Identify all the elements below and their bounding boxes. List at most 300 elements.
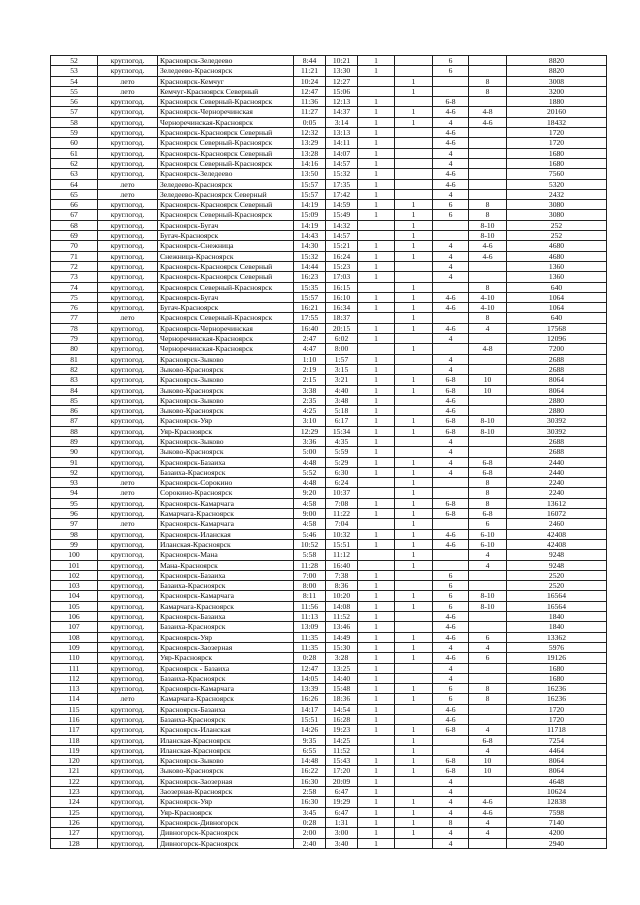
route-cell: Красноярск-Бугач xyxy=(158,220,294,230)
regularity-cell: круглогод. xyxy=(98,581,158,591)
departure-time-cell: 17:55 xyxy=(294,313,326,323)
route-cell: Красноярск-Базаиха xyxy=(158,612,294,622)
row-number-cell: 103 xyxy=(51,581,98,591)
table-row xyxy=(51,303,607,313)
row-number-cell: 108 xyxy=(51,632,98,642)
departure-time-cell: 14:05 xyxy=(294,673,326,683)
cars-b-cell: 8 xyxy=(469,210,507,220)
arrival-time-cell: 15:23 xyxy=(326,261,358,271)
arrival-time-cell: 6:02 xyxy=(326,334,358,344)
table-row xyxy=(51,725,607,735)
count-b-cell: 1 xyxy=(395,313,433,323)
count-a-cell: 1 xyxy=(358,787,395,797)
count-a-cell: 1 xyxy=(358,447,395,457)
row-number-cell: 77 xyxy=(51,313,98,323)
arrival-time-cell: 8:36 xyxy=(326,581,358,591)
route-cell: Красноярск Северный-Красноярск xyxy=(158,282,294,292)
value-cell: 640 xyxy=(507,313,607,323)
table-row xyxy=(51,663,607,673)
row-number-cell: 73 xyxy=(51,272,98,282)
arrival-time-cell: 1:31 xyxy=(326,817,358,827)
value-cell: 42408 xyxy=(507,529,607,539)
count-a-cell: 1 xyxy=(358,138,395,148)
table-row xyxy=(51,56,607,66)
table-row xyxy=(51,447,607,457)
value-cell: 7140 xyxy=(507,817,607,827)
count-b-cell: 1 xyxy=(395,539,433,549)
count-b-cell xyxy=(395,570,433,580)
arrival-time-cell: 8:00 xyxy=(326,344,358,354)
table-row xyxy=(51,529,607,539)
schedule-page xyxy=(50,55,606,849)
cars-b-cell xyxy=(469,776,507,786)
cars-b-cell: 4 xyxy=(469,817,507,827)
count-a-cell: 1 xyxy=(358,612,395,622)
route-cell: Дивногорск-Красноярск xyxy=(158,838,294,848)
regularity-cell: круглогод. xyxy=(98,375,158,385)
regularity-cell: круглогод. xyxy=(98,117,158,127)
route-cell: Красноярск Северный-Красноярск xyxy=(158,158,294,168)
regularity-cell: круглогод. xyxy=(98,570,158,580)
cars-a-cell: 6-8 xyxy=(433,766,469,776)
table-row xyxy=(51,179,607,189)
arrival-time-cell: 3:21 xyxy=(326,375,358,385)
value-cell: 7598 xyxy=(507,807,607,817)
departure-time-cell: 14:30 xyxy=(294,241,326,251)
table-row xyxy=(51,745,607,755)
regularity-cell: круглогод. xyxy=(98,364,158,374)
count-b-cell: 1 xyxy=(395,725,433,735)
route-cell: Сорокино-Красноярск xyxy=(158,488,294,498)
departure-time-cell: 8:44 xyxy=(294,56,326,66)
regularity-cell: круглогод. xyxy=(98,426,158,436)
departure-time-cell: 14:43 xyxy=(294,231,326,241)
cars-b-cell: 4 xyxy=(469,550,507,560)
arrival-time-cell: 13:25 xyxy=(326,663,358,673)
regularity-cell: круглогод. xyxy=(98,498,158,508)
value-cell: 1720 xyxy=(507,704,607,714)
regularity-cell: круглогод. xyxy=(98,766,158,776)
value-cell: 4680 xyxy=(507,251,607,261)
count-a-cell: 1 xyxy=(358,715,395,725)
count-b-cell xyxy=(395,776,433,786)
table-row xyxy=(51,622,607,632)
route-cell: Камарчага-Красноярск xyxy=(158,694,294,704)
table-row xyxy=(51,715,607,725)
count-b-cell xyxy=(395,436,433,446)
departure-time-cell: 3:36 xyxy=(294,436,326,446)
value-cell: 1680 xyxy=(507,663,607,673)
row-number-cell: 93 xyxy=(51,478,98,488)
cars-b-cell: 8 xyxy=(469,478,507,488)
count-a-cell xyxy=(358,220,395,230)
row-number-cell: 71 xyxy=(51,251,98,261)
arrival-time-cell: 19:23 xyxy=(326,725,358,735)
table-row xyxy=(51,817,607,827)
count-a-cell: 1 xyxy=(358,354,395,364)
route-cell: Бугач-Красноярск xyxy=(158,303,294,313)
row-number-cell: 119 xyxy=(51,745,98,755)
table-row xyxy=(51,292,607,302)
count-a-cell: 1 xyxy=(358,272,395,282)
regularity-cell: круглогод. xyxy=(98,612,158,622)
count-b-cell: 1 xyxy=(395,200,433,210)
row-number-cell: 91 xyxy=(51,457,98,467)
value-cell: 1840 xyxy=(507,622,607,632)
cars-a-cell: 4-6 xyxy=(433,612,469,622)
count-b-cell xyxy=(395,395,433,405)
departure-time-cell: 12:29 xyxy=(294,426,326,436)
value-cell: 640 xyxy=(507,282,607,292)
row-number-cell: 123 xyxy=(51,787,98,797)
count-a-cell: 1 xyxy=(358,663,395,673)
route-cell: Красноярск Северный-Красноярск xyxy=(158,210,294,220)
row-number-cell: 55 xyxy=(51,86,98,96)
count-b-cell xyxy=(395,364,433,374)
count-a-cell: 1 xyxy=(358,704,395,714)
count-a-cell: 1 xyxy=(358,292,395,302)
arrival-time-cell: 15:49 xyxy=(326,210,358,220)
route-cell: Зыково-Красноярск xyxy=(158,385,294,395)
arrival-time-cell: 3:00 xyxy=(326,828,358,838)
value-cell: 9248 xyxy=(507,550,607,560)
cars-a-cell: 6 xyxy=(433,570,469,580)
cars-a-cell xyxy=(433,344,469,354)
table-row xyxy=(51,107,607,117)
cars-b-cell: 8 xyxy=(469,694,507,704)
row-number-cell: 102 xyxy=(51,570,98,580)
departure-time-cell: 9:00 xyxy=(294,509,326,519)
row-number-cell: 126 xyxy=(51,817,98,827)
departure-time-cell: 2:47 xyxy=(294,334,326,344)
count-a-cell: 1 xyxy=(358,169,395,179)
row-number-cell: 120 xyxy=(51,756,98,766)
row-number-cell: 112 xyxy=(51,673,98,683)
count-a-cell xyxy=(358,488,395,498)
cars-a-cell: 6-8 xyxy=(433,385,469,395)
route-cell: Черноречинская-Красноярск xyxy=(158,117,294,127)
route-cell: Красноярск-Камарчага xyxy=(158,591,294,601)
value-cell: 2240 xyxy=(507,488,607,498)
value-cell: 8820 xyxy=(507,56,607,66)
cars-b-cell xyxy=(469,787,507,797)
departure-time-cell: 3:10 xyxy=(294,416,326,426)
route-cell: Зеледеево-Красноярск xyxy=(158,179,294,189)
arrival-time-cell: 6:17 xyxy=(326,416,358,426)
regularity-cell: круглогод. xyxy=(98,745,158,755)
cars-b-cell xyxy=(469,838,507,848)
regularity-cell: круглогод. xyxy=(98,509,158,519)
cars-a-cell: 4-6 xyxy=(433,138,469,148)
departure-time-cell: 3:45 xyxy=(294,807,326,817)
cars-b-cell xyxy=(469,395,507,405)
arrival-time-cell: 14:25 xyxy=(326,735,358,745)
route-cell: Иланская-Красноярск xyxy=(158,539,294,549)
table-row xyxy=(51,344,607,354)
count-a-cell: 1 xyxy=(358,642,395,652)
table-row xyxy=(51,684,607,694)
regularity-cell: круглогод. xyxy=(98,200,158,210)
route-cell: Красноярск-Сорокино xyxy=(158,478,294,488)
cars-b-cell: 4-6 xyxy=(469,797,507,807)
cars-a-cell: 4 xyxy=(433,642,469,652)
departure-time-cell: 12:32 xyxy=(294,128,326,138)
count-b-cell xyxy=(395,622,433,632)
row-number-cell: 60 xyxy=(51,138,98,148)
value-cell: 3008 xyxy=(507,76,607,86)
departure-time-cell: 2:58 xyxy=(294,787,326,797)
count-a-cell: 1 xyxy=(358,179,395,189)
table-row xyxy=(51,828,607,838)
route-cell: Зыково-Красноярск xyxy=(158,364,294,374)
count-b-cell xyxy=(395,612,433,622)
table-row xyxy=(51,138,607,148)
row-number-cell: 118 xyxy=(51,735,98,745)
regularity-cell: круглогод. xyxy=(98,715,158,725)
count-b-cell xyxy=(395,663,433,673)
value-cell: 3080 xyxy=(507,200,607,210)
route-cell: Мана-Красноярск xyxy=(158,560,294,570)
count-a-cell: 1 xyxy=(358,570,395,580)
value-cell: 13362 xyxy=(507,632,607,642)
table-row xyxy=(51,436,607,446)
count-b-cell: 1 xyxy=(395,694,433,704)
count-a-cell: 1 xyxy=(358,303,395,313)
count-b-cell: 1 xyxy=(395,529,433,539)
departure-time-cell: 16:30 xyxy=(294,797,326,807)
table-row xyxy=(51,406,607,416)
cars-b-cell: 6-8 xyxy=(469,467,507,477)
train-schedule-table xyxy=(50,55,607,849)
arrival-time-cell: 10:20 xyxy=(326,591,358,601)
row-number-cell: 84 xyxy=(51,385,98,395)
route-cell: Зыково-Красноярск xyxy=(158,406,294,416)
value-cell: 1360 xyxy=(507,261,607,271)
value-cell: 30392 xyxy=(507,426,607,436)
value-cell: 1680 xyxy=(507,158,607,168)
count-b-cell: 1 xyxy=(395,498,433,508)
regularity-cell: круглогод. xyxy=(98,447,158,457)
cars-a-cell: 4 xyxy=(433,251,469,261)
cars-b-cell xyxy=(469,148,507,158)
arrival-time-cell: 15:43 xyxy=(326,756,358,766)
regularity-cell: круглогод. xyxy=(98,303,158,313)
cars-b-cell: 4 xyxy=(469,725,507,735)
cars-b-cell: 4 xyxy=(469,745,507,755)
value-cell: 1680 xyxy=(507,673,607,683)
value-cell: 7200 xyxy=(507,344,607,354)
count-a-cell xyxy=(358,313,395,323)
count-b-cell: 1 xyxy=(395,251,433,261)
cars-b-cell: 8-10 xyxy=(469,416,507,426)
count-a-cell: 1 xyxy=(358,756,395,766)
value-cell: 12838 xyxy=(507,797,607,807)
departure-time-cell: 10:52 xyxy=(294,539,326,549)
cars-a-cell: 4-6 xyxy=(433,539,469,549)
regularity-cell: круглогод. xyxy=(98,354,158,364)
count-b-cell xyxy=(395,334,433,344)
row-number-cell: 92 xyxy=(51,467,98,477)
cars-b-cell: 8 xyxy=(469,282,507,292)
regularity-cell: круглогод. xyxy=(98,817,158,827)
value-cell: 2940 xyxy=(507,838,607,848)
cars-a-cell: 6 xyxy=(433,601,469,611)
table-row xyxy=(51,158,607,168)
departure-time-cell: 2:00 xyxy=(294,828,326,838)
value-cell: 2688 xyxy=(507,447,607,457)
count-a-cell: 1 xyxy=(358,581,395,591)
regularity-cell: круглогод. xyxy=(98,797,158,807)
route-cell: Красноярск-Кемчуг xyxy=(158,76,294,86)
count-b-cell: 1 xyxy=(395,632,433,642)
cars-b-cell xyxy=(469,138,507,148)
table-row xyxy=(51,272,607,282)
departure-time-cell: 0:28 xyxy=(294,653,326,663)
count-a-cell: 1 xyxy=(358,416,395,426)
route-cell: Заозерная-Красноярск xyxy=(158,787,294,797)
count-b-cell xyxy=(395,715,433,725)
route-cell: Красноярск-Зыково xyxy=(158,756,294,766)
cars-b-cell xyxy=(469,570,507,580)
count-a-cell: 1 xyxy=(358,406,395,416)
cars-a-cell: 6-8 xyxy=(433,97,469,107)
regularity-cell: лето xyxy=(98,179,158,189)
cars-a-cell: 4-6 xyxy=(433,107,469,117)
departure-time-cell: 11:35 xyxy=(294,642,326,652)
value-cell: 2688 xyxy=(507,354,607,364)
count-b-cell xyxy=(395,97,433,107)
arrival-time-cell: 6:30 xyxy=(326,467,358,477)
departure-time-cell: 12:47 xyxy=(294,663,326,673)
value-cell: 2688 xyxy=(507,436,607,446)
row-number-cell: 68 xyxy=(51,220,98,230)
cars-a-cell: 6 xyxy=(433,66,469,76)
regularity-cell: лето xyxy=(98,478,158,488)
cars-b-cell: 4-10 xyxy=(469,292,507,302)
value-cell: 13612 xyxy=(507,498,607,508)
table-row xyxy=(51,241,607,251)
arrival-time-cell: 14:08 xyxy=(326,601,358,611)
table-row xyxy=(51,570,607,580)
count-a-cell: 1 xyxy=(358,828,395,838)
row-number-cell: 72 xyxy=(51,261,98,271)
value-cell: 2880 xyxy=(507,406,607,416)
route-cell: Красноярск-Базаиха xyxy=(158,704,294,714)
row-number-cell: 100 xyxy=(51,550,98,560)
cars-b-cell xyxy=(469,715,507,725)
count-b-cell: 1 xyxy=(395,653,433,663)
count-a-cell xyxy=(358,86,395,96)
table-row xyxy=(51,766,607,776)
route-cell: Камарчага-Красноярск xyxy=(158,509,294,519)
cars-b-cell: 8-10 xyxy=(469,601,507,611)
regularity-cell: круглогод. xyxy=(98,457,158,467)
count-a-cell: 1 xyxy=(358,539,395,549)
count-b-cell xyxy=(395,56,433,66)
route-cell: Уяр-Красноярск xyxy=(158,807,294,817)
departure-time-cell: 0:05 xyxy=(294,117,326,127)
count-b-cell: 1 xyxy=(395,797,433,807)
regularity-cell: круглогод. xyxy=(98,828,158,838)
regularity-cell: круглогод. xyxy=(98,838,158,848)
row-number-cell: 127 xyxy=(51,828,98,838)
count-a-cell: 1 xyxy=(358,107,395,117)
cars-a-cell: 6-8 xyxy=(433,725,469,735)
table-row xyxy=(51,169,607,179)
table-row xyxy=(51,354,607,364)
regularity-cell: круглогод. xyxy=(98,148,158,158)
count-a-cell: 1 xyxy=(358,622,395,632)
arrival-time-cell: 5:59 xyxy=(326,447,358,457)
value-cell: 16236 xyxy=(507,684,607,694)
route-cell: Красноярск-Камарчага xyxy=(158,498,294,508)
cars-b-cell: 4 xyxy=(469,560,507,570)
count-a-cell: 1 xyxy=(358,189,395,199)
count-b-cell xyxy=(395,169,433,179)
arrival-time-cell: 4:40 xyxy=(326,385,358,395)
count-a-cell xyxy=(358,550,395,560)
table-row xyxy=(51,642,607,652)
value-cell: 8064 xyxy=(507,756,607,766)
cars-b-cell xyxy=(469,158,507,168)
departure-time-cell: 4:47 xyxy=(294,344,326,354)
cars-a-cell: 4 xyxy=(433,797,469,807)
count-a-cell: 1 xyxy=(358,776,395,786)
row-number-cell: 54 xyxy=(51,76,98,86)
count-a-cell: 1 xyxy=(358,395,395,405)
regularity-cell: круглогод. xyxy=(98,684,158,694)
row-number-cell: 67 xyxy=(51,210,98,220)
cars-b-cell xyxy=(469,97,507,107)
cars-b-cell: 8 xyxy=(469,498,507,508)
table-row xyxy=(51,509,607,519)
table-row xyxy=(51,323,607,333)
cars-a-cell xyxy=(433,519,469,529)
count-a-cell: 1 xyxy=(358,838,395,848)
route-cell: Базаиха-Красноярск xyxy=(158,673,294,683)
row-number-cell: 96 xyxy=(51,509,98,519)
regularity-cell: лето xyxy=(98,313,158,323)
count-b-cell: 1 xyxy=(395,303,433,313)
arrival-time-cell: 18:37 xyxy=(326,313,358,323)
row-number-cell: 116 xyxy=(51,715,98,725)
value-cell: 2520 xyxy=(507,581,607,591)
cars-a-cell: 4-6 xyxy=(433,622,469,632)
cars-a-cell: 4 xyxy=(433,148,469,158)
departure-time-cell: 0:28 xyxy=(294,817,326,827)
departure-time-cell: 15:57 xyxy=(294,179,326,189)
cars-a-cell: 4 xyxy=(433,663,469,673)
departure-time-cell: 15:51 xyxy=(294,715,326,725)
table-row xyxy=(51,735,607,745)
table-row xyxy=(51,787,607,797)
count-a-cell: 1 xyxy=(358,385,395,395)
row-number-cell: 75 xyxy=(51,292,98,302)
table-row xyxy=(51,231,607,241)
value-cell: 4680 xyxy=(507,241,607,251)
count-a-cell xyxy=(358,745,395,755)
cars-a-cell: 4 xyxy=(433,828,469,838)
cars-a-cell: 4-6 xyxy=(433,715,469,725)
regularity-cell: круглогод. xyxy=(98,467,158,477)
route-cell: Красноярск-Зеледеево xyxy=(158,169,294,179)
arrival-time-cell: 12:27 xyxy=(326,76,358,86)
arrival-time-cell: 14:32 xyxy=(326,220,358,230)
table-row xyxy=(51,385,607,395)
cars-a-cell xyxy=(433,735,469,745)
count-b-cell: 1 xyxy=(395,457,433,467)
regularity-cell: круглогод. xyxy=(98,385,158,395)
